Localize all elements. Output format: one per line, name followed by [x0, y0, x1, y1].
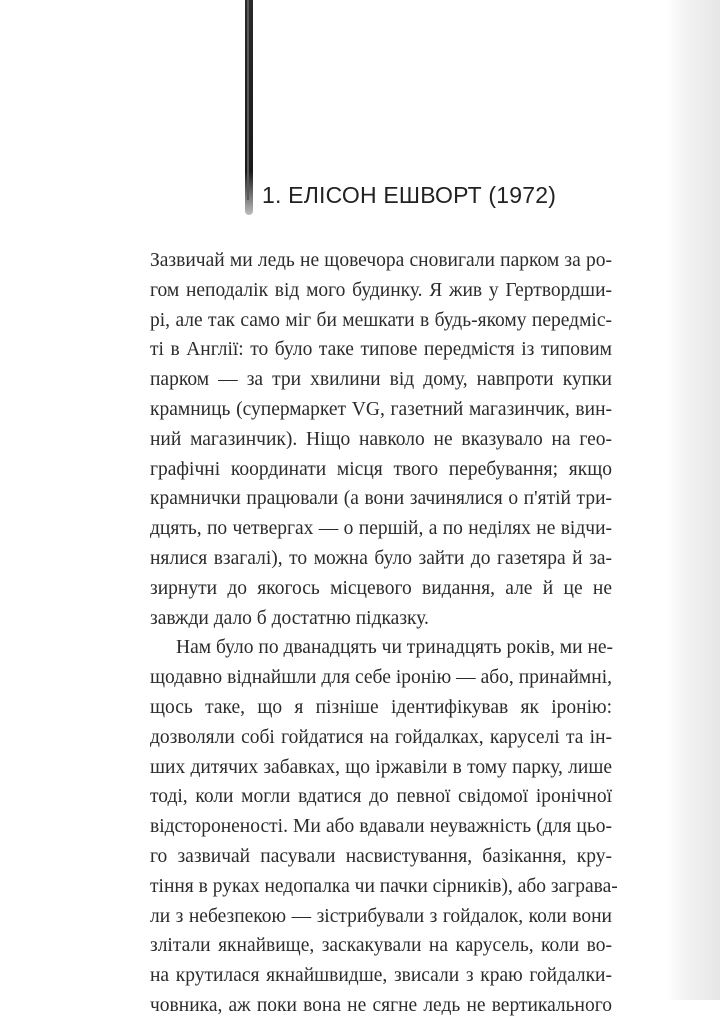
paragraph-1	[150, 246, 612, 633]
text-line: Зазвичай ми ледь не щовечора сновигали парком за ро-	[150, 250, 612, 271]
text-line: завжди дало б достатню підказку.	[150, 607, 429, 629]
text-line: тіння в руках недопалка чи пачки сірників), або заграва-	[150, 875, 618, 897]
text-line: злітали якнайвище, заскакували на карусель, коли во-	[150, 935, 612, 957]
text-line: відстороненості. Ми або вдавали неуважність (для цьо-	[150, 816, 612, 838]
text-line: дозволяли собі гойдатися на гойдалках, каруселі та ін-	[150, 726, 612, 748]
text-line: дцять, по четвергах — о першій, а по неділях не відчи-	[150, 518, 612, 540]
text-line: крамниць (супермаркет VG, газетний магазинчик, вин-	[150, 398, 612, 420]
body-text	[150, 246, 618, 1021]
text-line: щодавно віднайшли для себе іронію — або, принаймні,	[150, 667, 612, 689]
text-line: зирнути до якогось місцевого видання, але й це не	[150, 577, 612, 599]
text-line: тоді, коли могли вдатися до певної свідомої іронічної	[150, 786, 612, 808]
text-line: ли з небезпекою — зістрибували з гойдалок, коли вони	[150, 905, 612, 927]
text-line: нялися взагалі), то можна було зайти до газетяра й за-	[150, 547, 612, 569]
text-line: ті в Англії: то було таке типове передмістя із типовим	[150, 339, 612, 361]
paragraph-2	[150, 633, 618, 1020]
text-line: на крутилася якнайшвидше, звисали з краю гойдалки-	[150, 965, 612, 987]
text-line: графічні координати місця твого перебування; якщо	[150, 458, 612, 480]
page-edge-shadow	[666, 0, 720, 1000]
text-line: гом неподалік від мого будинку. Я жив у Гертвордши-	[150, 279, 612, 301]
text-line: крамнички працювали (а вони зачинялися о п'ятій три-	[150, 488, 612, 510]
text-line: го зазвичай пасували насвистування, базікання, кру-	[150, 845, 612, 867]
text-line: ний магазинчик). Ніщо навколо не вказувало на гео-	[150, 428, 612, 450]
text-line: рі, але так само міг би мешкати в будь-якому передміс-	[150, 309, 612, 331]
text-line: ших дитячих забавках, що іржавіли в тому парку, лише	[150, 756, 612, 778]
text-line: човника, аж поки вона не сягне ледь не вертикального	[150, 994, 612, 1016]
text-line: парком — за три хвилини від дому, навпроти купки	[150, 369, 612, 391]
text-line: Нам було по дванадцять чи тринадцять років, ми не-	[176, 637, 614, 659]
text-line: щось таке, що я пізніше ідентифікував як іронію:	[150, 696, 612, 718]
chapter-title: 1. ЕЛІСОН ЕШВОРТ (1972)	[262, 182, 557, 208]
chapter-marker-bar	[245, 0, 253, 215]
